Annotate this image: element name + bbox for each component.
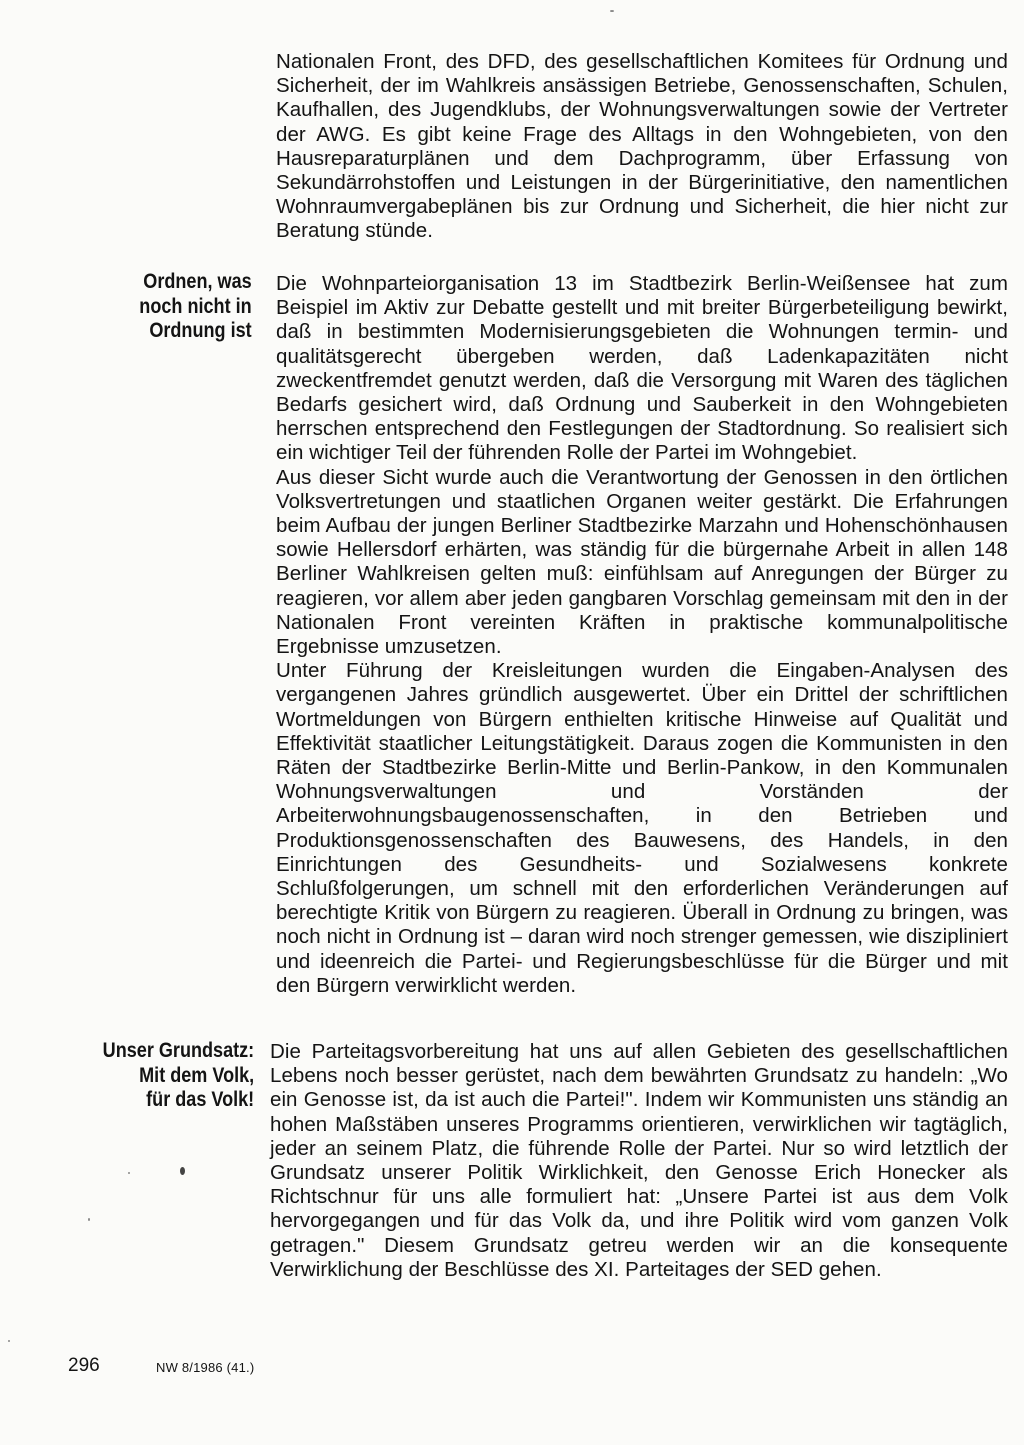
issue-reference: NW 8/1986 (41.): [156, 1360, 255, 1375]
scan-speck: [88, 1218, 90, 1221]
heading-line: Unser Grundsatz:: [102, 1039, 254, 1062]
heading-line: Mit dem Volk,: [138, 1063, 254, 1087]
intro-text-block: [276, 50, 1008, 244]
scan-speck: [610, 10, 614, 12]
body-paragraph: Die Parteitagsvorbereitung hat uns auf allen Gebieten des gesellschaftlichen Lebens noch besser gerüstet, nach dem bewährten Grundsatz zu handeln: „Wo ein Genosse ist, da ist auch die Partei!". Indem wir Kommunisten uns ständig an hohen Maßstäben unseres Programms orientieren, verwirklichen wir tagtäglich, jeder an seinem Platz, die führende Rolle der Partei. Nur so wird letztlich der Grundsatz unserer Politik Wirklichkeit, den Genosse Erich Honecker als Richtschnur für uns alle formuliert hat: „Unsere Partei ist aus dem Volk hervorgegangen und für das Volk da, und ihre Politik wird vom ganzen Volk getragen." Diesem Grundsatz getreu werden wir an die konsequente Verwirklichung der Beschlüsse des XI. Parteitages der SED gehen.: [270, 1040, 1008, 1281]
body-paragraph: Aus dieser Sicht wurde auch die Verantwortung der Genossen in den örtlichen Volksvertretungen und staatlichen Organen weiter gestärkt. Die Erfahrungen beim Aufbau der jungen Berliner Stadtbezirke Marzahn und Hohenschönhausen sowie Hellersdorf erhärten, was ständig für die bürgernahe Arbeit in allen 148 Berliner Wahlkreisen gelten muß: einfühlsam auf Anregungen der Bürger zu reagieren, vor allem aber jeden gangbaren Vorschlag gemeinsam mit den in der Nationalen Front vereinten Kräften in praktische kommunalpolitische Ergebnisse umzusetzen.: [276, 465, 1008, 659]
intro-paragraph: Nationalen Front, des DFD, des gesellschaftlichen Komitees für Ordnung und Sicherheit, der im Wahlkreis ansässigen Betriebe, Genossenschaften, Schulen, Kaufhallen, des Jugendklubs, der Wohnungsverwaltungen sowie der Vertreter der AWG. Es gibt keine Frage des Alltags in den Wohngebieten, von den Hausreparaturplänen und dem Dachprogramm, über Erfassung von Sekundärrohstoffen und Leistungen in der Bürgerinitiative, den namentlichen Wohnraumvergabeplänen bis zur Ordnung und Sicherheit, die hier nicht zur Beratung stünde.: [276, 50, 1008, 243]
scan-speck: [180, 1167, 185, 1175]
body-paragraph: Unter Führung der Kreisleitungen wurden die Eingaben-Analysen des vergangenen Jahres gründlich ausgewertet. Über ein Drittel der schriftlichen Wortmeldungen von Bürgern enthielten kritische Hinweise auf Qualität und Effektivität staatlicher Leitungstätigkeit. Daraus zogen die Kommunisten in den Räten der Stadtbezirke Berlin-Mitte und Berlin-Pankow, in den Kommunalen Wohnungsverwaltungen und Vorständen der Arbeiterwohnungsbaugenossenschaften, in den Betrieben und Produktionsgenossenschaften des Bauwesens, des Handels, in den Einrichtungen des Gesundheits- und Sozialwesens konkrete Schlußfolgerungen, um schnell mit den erforderlichen Veränderungen auf berechtigte Kritik von Bürgern zu reagieren. Überall in Ordnung zu bringen, was noch nicht in Ordnung ist – daran wird noch strenger gemessen, wie diszipliniert und ideenreich die Partei- und Regierungsbeschlüsse für die Bürger und mit den Bürgern verwirklicht werden.: [276, 659, 1008, 997]
scan-speck: [8, 1340, 10, 1342]
heading-line: für das Volk!: [145, 1088, 254, 1111]
heading-line: Ordnung ist: [149, 319, 252, 342]
section-text-grundsatz: [270, 1040, 1008, 1282]
body-paragraph: Die Wohnparteiorganisation 13 im Stadtbezirk Berlin-Weißensee hat zum Beispiel im Aktiv zur Debatte gestellt und mit breiter Bürgerbeteiligung bewirkt, daß in bestimmten Modernisierungsgebieten die Wohnungen termin- und qualitätsgerecht übergeben werden, daß Ladenkapazitäten nicht zweckentfremdet genutzt werden, daß die Versorgung mit Waren des täglichen Bedarfs gesichert wird, daß Ordnung und Sauberkeit in den Wohngebieten herrschen entsprechend den Festlegungen der Stadtordnung. So realisiert sich ein wichtiger Teil der führenden Rolle der Partei im Wohngebiet.: [276, 272, 1008, 465]
heading-line: noch nicht in: [139, 294, 252, 318]
heading-line: Ordnen, was: [143, 270, 252, 293]
page-number: 296: [68, 1355, 100, 1376]
scan-speck: [128, 1172, 130, 1174]
section-text-ordnen: [276, 272, 1008, 998]
section-heading-grundsatz: [102, 1039, 254, 1113]
section-heading-ordnen: [140, 270, 252, 344]
